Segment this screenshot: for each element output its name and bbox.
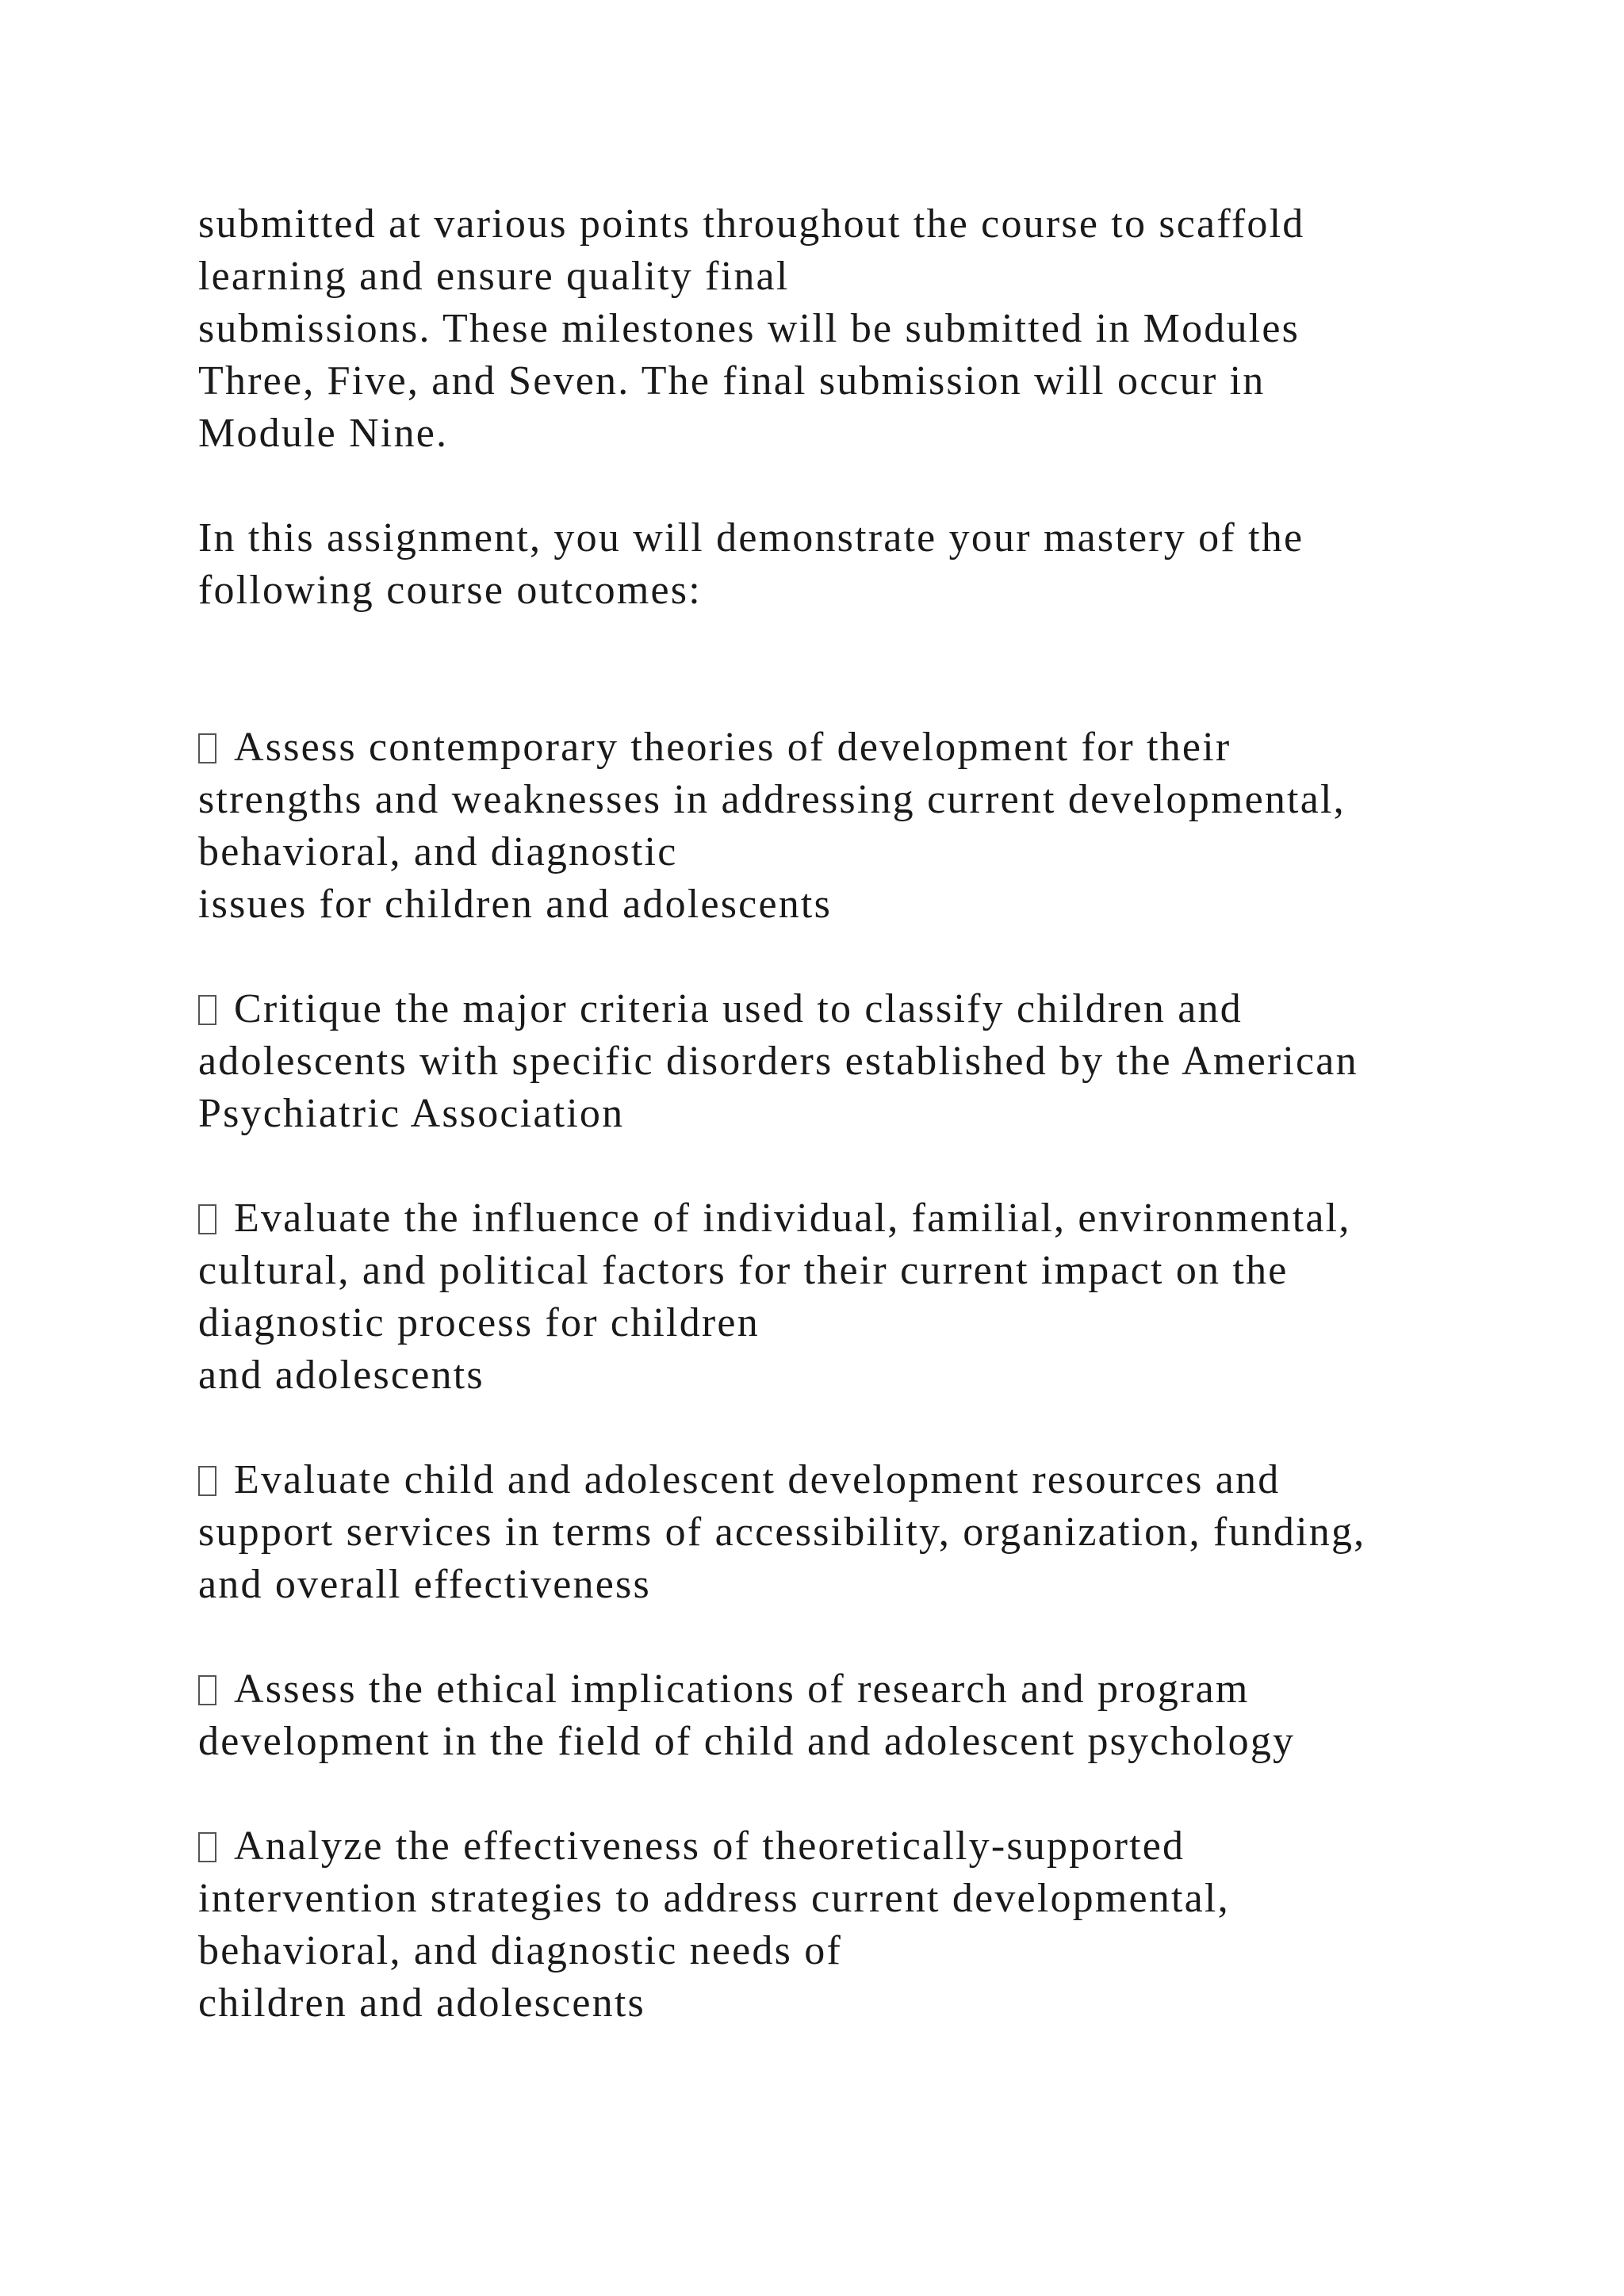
outcome-line: and overall effectiveness	[198, 1562, 651, 1607]
intro-line: submitted at various points throughout the course to scaffold	[198, 201, 1305, 247]
outcome-item	[198, 1192, 1530, 1402]
outcome-text: Critique the major criteria used to classify children and	[234, 986, 1243, 1031]
outcome-item	[198, 1454, 1530, 1611]
outcome-item	[198, 721, 1530, 931]
outcome-item	[198, 1663, 1530, 1768]
intro-line: Three, Five, and Seven. The final submission will occur in	[198, 358, 1266, 404]
outcome-line: cultural, and political factors for their current impact on the	[198, 1248, 1289, 1293]
outcome-text: Evaluate the influence of individual, familial, environmental,	[234, 1196, 1351, 1241]
outcome-text: Assess contemporary theories of development for their	[234, 725, 1231, 770]
lead-in-line: In this assignment, you will demonstrate your mastery of the	[198, 515, 1304, 561]
outcome-line: issues for children and adolescents	[198, 882, 833, 927]
outcome-first-line	[198, 1192, 1530, 1245]
bullet-icon	[198, 1832, 216, 1862]
outcome-first-line	[198, 721, 1530, 774]
outcome-text: Evaluate child and adolescent development resources and	[234, 1457, 1281, 1502]
outcome-line: development in the field of child and adolescent psychology	[198, 1719, 1296, 1764]
outcome-text: Assess the ethical implications of research and program	[234, 1667, 1250, 1712]
outcome-first-line	[198, 1820, 1530, 1873]
bullet-icon	[198, 1466, 216, 1496]
document-body	[198, 198, 1530, 2082]
lead-in-line: following course outcomes:	[198, 568, 702, 613]
outcome-line: intervention strategies to address current developmental,	[198, 1876, 1230, 1921]
bullet-icon	[198, 1204, 216, 1234]
outcome-item	[198, 983, 1530, 1140]
lead-in-paragraph	[198, 512, 1530, 617]
bullet-icon	[198, 995, 216, 1025]
outcome-line: children and adolescents	[198, 1980, 645, 2026]
intro-line: submissions. These milestones will be submitted in Modules	[198, 306, 1300, 351]
outcome-first-line	[198, 983, 1530, 1035]
bullet-icon	[198, 733, 216, 763]
outcome-line: support services in terms of accessibility, organization, funding,	[198, 1510, 1366, 1555]
outcome-line: Psychiatric Association	[198, 1091, 625, 1136]
spacer	[198, 617, 1530, 721]
outcome-item	[198, 1820, 1530, 2030]
outcome-text: Analyze the effectiveness of theoretically-supported	[234, 1823, 1185, 1869]
outcome-line: strengths and weaknesses in addressing current developmental,	[198, 777, 1346, 822]
bullet-icon	[198, 1675, 216, 1705]
outcome-line: behavioral, and diagnostic needs of	[198, 1928, 842, 1973]
outcome-line: diagnostic process for children	[198, 1300, 760, 1345]
outcome-line: and adolescents	[198, 1353, 485, 1398]
outcome-first-line	[198, 1663, 1530, 1716]
outcome-first-line	[198, 1454, 1530, 1506]
outcome-line: behavioral, and diagnostic	[198, 829, 678, 874]
intro-line: Module Nine.	[198, 411, 449, 456]
intro-line: learning and ensure quality final	[198, 254, 790, 299]
intro-paragraph	[198, 198, 1530, 460]
outcome-line: adolescents with specific disorders established by the American	[198, 1039, 1358, 1084]
